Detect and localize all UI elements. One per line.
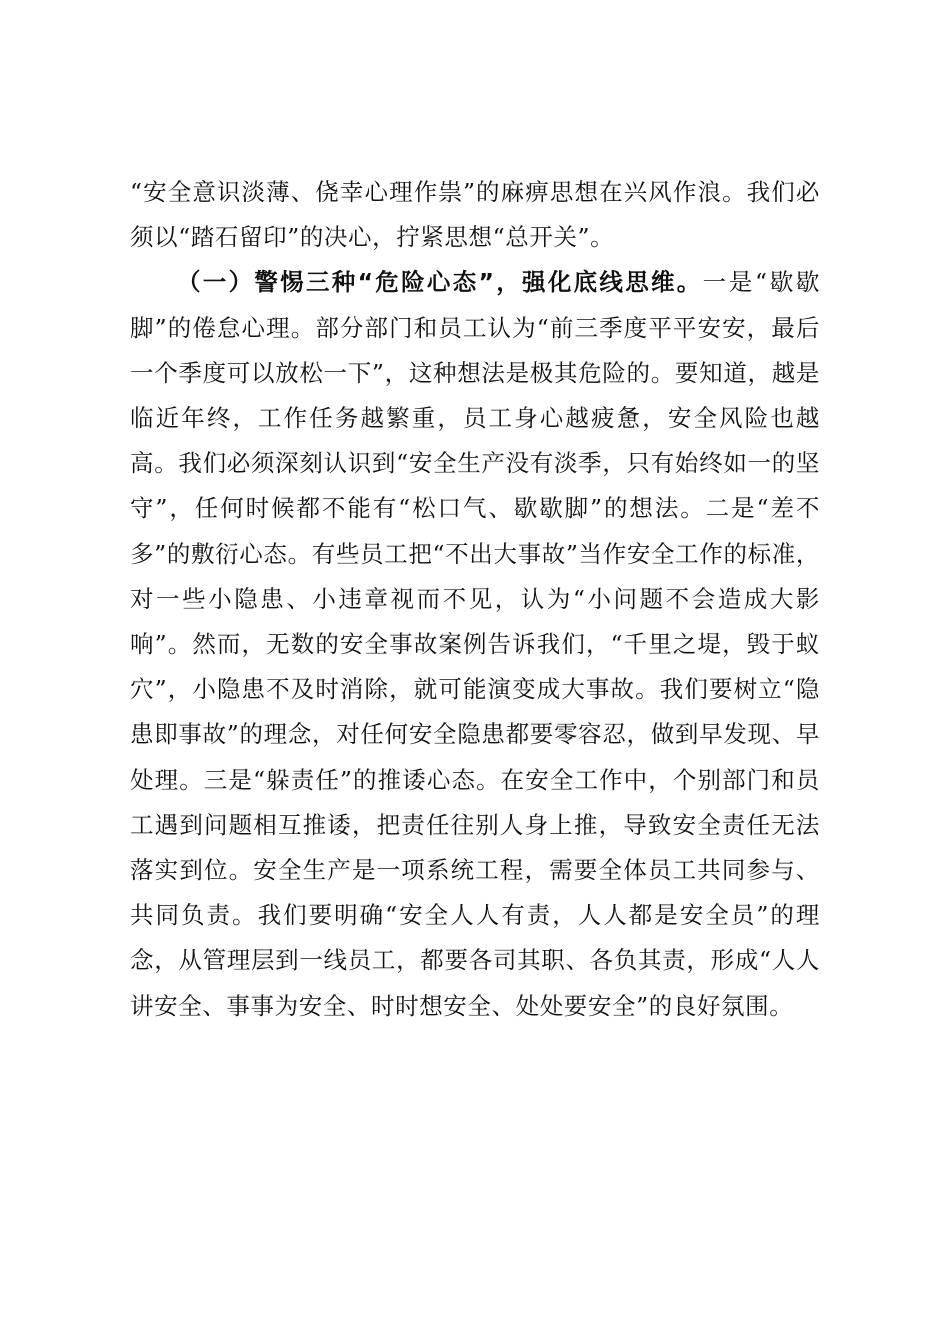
paragraph-continuation [130, 170, 820, 260]
paragraph-section-one [130, 260, 820, 1028]
paragraph-text: 一是“歇歇脚”的倦怠心理。部分部门和员工认为“前三季度平平安安，最后一个季度可以放松一下”，这种想法是极其危险的。要知道，越是临近年终，工作任务越繁重，员工身心越疲惫，安全风险也越高。我们必须深刻认识到“安全生产没有淡季，只有始终如一的坚守”，任何时候都不能有“松口气、歇歇脚”的想法。二是“差不多”的敷衍心态。有些员工把“不出大事故”当作安全工作的标准，对一些小隐患、小违章视而不见，认为“小问题不会造成大影响”。然而，无数的安全事故案例告诉我们，“千里之堤，毁于蚁穴”，小隐患不及时消除，就可能演变成大事故。我们要树立“隐患即事故”的理念，对任何安全隐患都要零容忍，做到早发现、早处理。三是“躲责任”的推诿心态。在安全工作中，个别部门和员工遇到问题相互推诿，把责任往别人身上推，导致安全责任无法落实到位。安全生产是一项系统工程，需要全体员工共同参与、共同负责。我们要明确“安全人人有责，人人都是安全员”的理念，从管理层到一线员工，都要各司其职、各负其责，形成“人人讲安全、事事为安全、时时想安全、处处要安全”的良好氛围。 [130, 268, 821, 1020]
section-heading: （一）警惕三种“危险心态”，强化底线思维。 [177, 268, 703, 297]
body-text [130, 170, 820, 1029]
paragraph-text: “安全意识淡薄、侥幸心理作祟”的麻痹思想在兴风作浪。我们必须以“踏石留印”的决心，拧紧思想“总开关”。 [130, 178, 820, 252]
